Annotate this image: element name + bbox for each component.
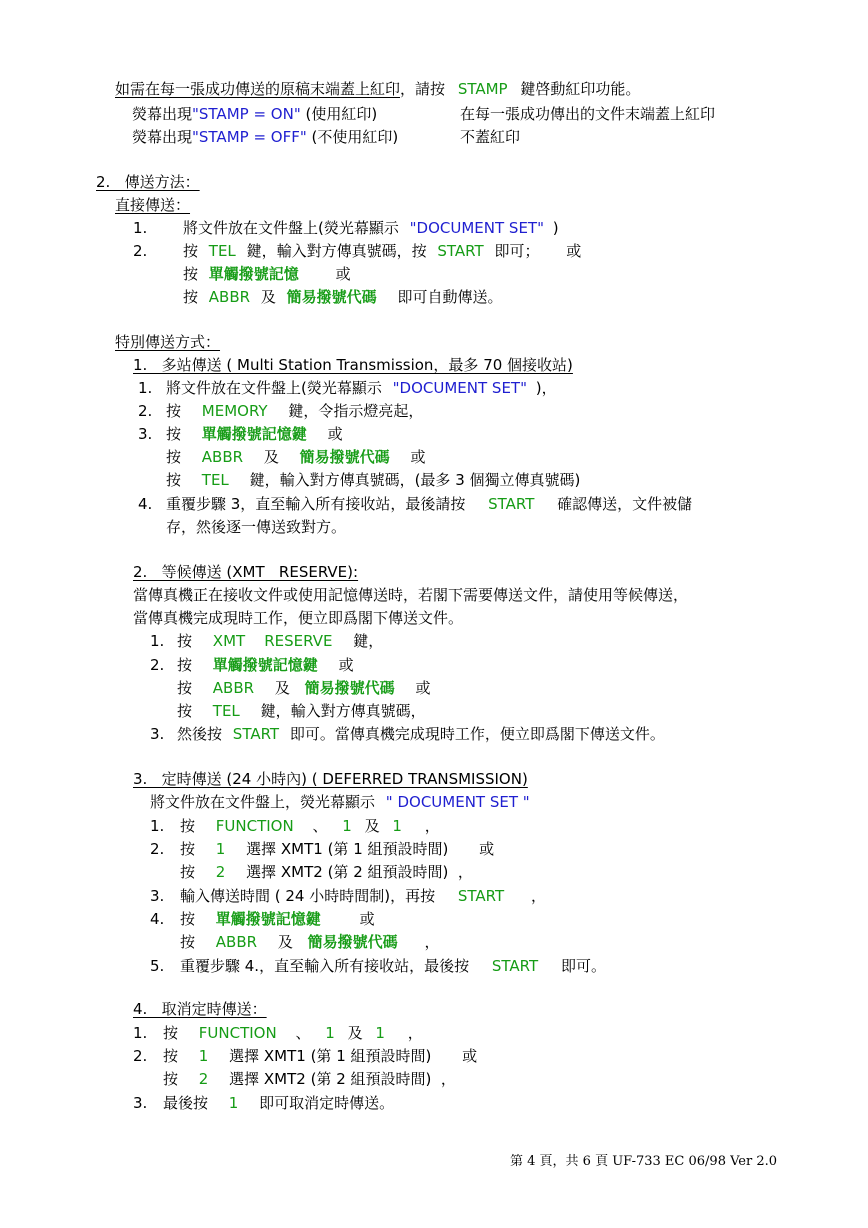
xmt-reserve-key: XMT RESERVE <box>212 632 333 650</box>
reserve-step-1 <box>177 631 383 651</box>
direct-step-1-text: 將文件放在文件盤上(熒光幕顯示 <box>183 219 399 237</box>
deferred-step-5-end: 即可。 <box>560 957 606 975</box>
stamp-off-prefix: 熒幕出現 <box>132 128 193 146</box>
direct-step-2-end: 即可； <box>494 242 540 260</box>
deferred-step-3-num: 3. <box>150 887 165 905</box>
deferred-step-2 <box>180 839 494 859</box>
press-label: 按 <box>163 1024 179 1042</box>
multi-step-4-confirm: 確認傳送，文件被儲 <box>557 495 693 513</box>
multi-step-3-alt-2 <box>166 470 580 490</box>
stamp-on-prefix: 熒幕出現 <box>132 105 193 123</box>
reserve-step-2-num: 2. <box>150 656 165 674</box>
stamp-off-line <box>132 127 398 147</box>
direct-step-1 <box>183 218 559 238</box>
abbr-code-key: 簡易撥號代碼 <box>299 448 390 466</box>
cancel-step-3-text: 最後按 <box>163 1094 209 1112</box>
comma: ， <box>530 887 546 905</box>
multi-step-3 <box>166 424 343 444</box>
start-key: START <box>437 242 484 260</box>
intro-line <box>115 79 640 99</box>
multi-step-2-num: 2. <box>138 402 153 420</box>
multi-step-4-text: 重覆步驟 3，直至輸入所有接收站，最後請按 <box>166 495 466 513</box>
key-label: 鍵， <box>353 632 384 650</box>
reserve-step-3-end: 即可。當傳真機完成現時工作，便立即爲閣下傳送文件。 <box>289 725 665 743</box>
reserve-step-3-text: 然後按 <box>177 725 223 743</box>
and-label: 及 <box>263 448 279 466</box>
cancel-step-2 <box>163 1046 477 1066</box>
or-label: 或 <box>415 679 431 697</box>
multi-step-4-cont: 存，然後逐一傳送致對方。 <box>166 518 347 536</box>
direct-step-2 <box>183 241 581 261</box>
stamp-off-paren: (不使用紅印) <box>311 128 399 146</box>
or-label: 或 <box>462 1047 478 1065</box>
deferred-step-3 <box>180 886 546 906</box>
stamp-on-code: "STAMP = ON" <box>192 105 301 123</box>
cancel-step-3 <box>163 1093 394 1113</box>
intro-text-a: 如需在每一張成功傳送的原稿末端蓋上紅印 <box>115 80 401 98</box>
reserve-step-2-alt-1 <box>177 678 430 698</box>
start-key: START <box>488 495 535 513</box>
intro-text-b: ，請按 <box>400 80 446 98</box>
or-label: 或 <box>359 910 375 928</box>
key-1: 1 <box>198 1047 209 1065</box>
multi-step-1 <box>166 378 557 398</box>
abbr-key: ABBR <box>208 288 251 306</box>
cancel-step-3-end: 即可取消定時傳送。 <box>259 1094 395 1112</box>
press-label: 按 <box>183 288 199 306</box>
select-xmt1-text: 選擇 XMT1 (第 1 組預設時間) <box>246 840 449 858</box>
separator: 、 <box>295 1024 311 1042</box>
press-label: 按 <box>177 656 193 674</box>
tel-key: TEL <box>201 471 229 489</box>
reserve-step-2-alt-2 <box>177 701 426 721</box>
cancel-step-1-num: 1. <box>133 1024 148 1042</box>
multi-step-4 <box>166 494 692 514</box>
deferred-step-1-num: 1. <box>150 817 165 835</box>
function-key: FUNCTION <box>198 1024 277 1042</box>
cancel-step-2-num: 2. <box>133 1047 148 1065</box>
stamp-on-line <box>132 104 377 124</box>
separator: 、 <box>312 817 328 835</box>
multi-step-3-tel-text: 鍵，輸入對方傳真號碼，(最多 3 個獨立傳真號碼) <box>249 471 581 489</box>
direct-step-2-num: 2. <box>133 242 148 260</box>
deferred-step-2-alt <box>180 862 473 882</box>
reserve-step-2 <box>177 655 354 675</box>
press-label: 按 <box>180 910 196 928</box>
and-label: 及 <box>347 1024 363 1042</box>
one-touch-key: 單觸撥號記憶 <box>208 265 299 283</box>
select-xmt1-text: 選擇 XMT1 (第 1 組預設時間) <box>229 1047 432 1065</box>
memory-key: MEMORY <box>201 402 268 420</box>
stamp-key: STAMP <box>457 80 508 98</box>
direct-step-2-alt-2 <box>183 287 502 307</box>
multi-step-1-close: )， <box>535 379 557 397</box>
or-label: 或 <box>479 840 495 858</box>
reserve-step-1-num: 1. <box>150 632 165 650</box>
one-touch-key: 單觸撥號記憶鍵 <box>215 910 321 928</box>
abbr-key: ABBR <box>201 448 244 466</box>
deferred-step-3-text: 輸入傳送時間 ( 24 小時時間制)，再按 <box>180 887 436 905</box>
press-label: 按 <box>180 840 196 858</box>
direct-step-2-alt-1 <box>183 264 351 284</box>
abbr-key: ABBR <box>212 679 255 697</box>
press-label: 按 <box>166 402 182 420</box>
deferred-step-4-num: 4. <box>150 910 165 928</box>
press-label: 按 <box>180 933 196 951</box>
select-xmt2-text: 選擇 XMT2 (第 2 組預設時間) ， <box>229 1070 456 1088</box>
special-send-heading: 特別傳送方式： <box>115 333 221 351</box>
multi-step-3-num: 3. <box>138 425 153 443</box>
press-label: 按 <box>183 242 199 260</box>
multi-step-1-num: 1. <box>138 379 153 397</box>
press-label: 按 <box>177 702 193 720</box>
key-2: 2 <box>198 1070 209 1088</box>
press-label: 按 <box>166 471 182 489</box>
cancel-step-2-alt <box>163 1069 456 1089</box>
direct-send-heading: 直接傳送： <box>115 196 191 214</box>
multi-step-1-text: 將文件放在文件盤上(熒光幕顯示 <box>166 379 382 397</box>
press-label: 按 <box>166 448 182 466</box>
start-key: START <box>232 725 280 743</box>
press-label: 按 <box>177 679 193 697</box>
stamp-on-desc: 在每一張成功傳出的文件末端蓋上紅印 <box>460 105 716 123</box>
or-label: 或 <box>410 448 426 466</box>
key-1: 1 <box>325 1024 335 1042</box>
and-label: 及 <box>260 288 276 306</box>
press-label: 按 <box>166 425 182 443</box>
one-touch-key: 單觸撥號記憶鍵 <box>201 425 307 443</box>
key-1: 1 <box>375 1024 385 1042</box>
page-footer: 第 4 頁，共 6 頁 UF-733 EC 06/98 Ver 2.0 <box>510 1154 778 1169</box>
comma: ， <box>424 933 440 951</box>
and-label: 及 <box>364 817 380 835</box>
select-xmt2-text: 選擇 XMT2 (第 2 組預設時間) ， <box>246 863 473 881</box>
key-1: 1 <box>228 1094 239 1112</box>
or-label: 或 <box>338 656 354 674</box>
reserve-step-3 <box>177 724 665 744</box>
stamp-off-code: "STAMP = OFF" <box>192 128 307 146</box>
reserve-paragraph-1: 當傳真機正在接收文件或使用記憶傳送時，若閣下需要傳送文件，請使用等候傳送， <box>133 586 689 604</box>
deferred-step-5 <box>180 956 606 976</box>
direct-step-2-text: 鍵，輸入對方傳真號碼，按 <box>246 242 427 260</box>
reserve-step-3-num: 3. <box>150 725 165 743</box>
xmt-reserve-title: 2. 等候傳送 (XMT RESERVE): <box>133 563 359 581</box>
section-2-title: 2. 傳送方法： <box>96 173 200 191</box>
stamp-on-paren: (使用紅印) <box>305 105 378 123</box>
key-1: 1 <box>215 840 226 858</box>
deferred-step-4-alt <box>180 932 439 952</box>
and-label: 及 <box>277 933 293 951</box>
multi-step-4-num: 4. <box>138 495 153 513</box>
key-1: 1 <box>342 817 352 835</box>
abbr-code-key: 簡易撥號代碼 <box>307 933 398 951</box>
one-touch-key: 單觸撥號記憶鍵 <box>212 656 318 674</box>
press-label: 按 <box>180 817 196 835</box>
document-set-code: "DOCUMENT SET" <box>409 219 544 237</box>
deferred-intro-text: 將文件放在文件盤上，熒光幕顯示 <box>150 793 376 811</box>
comma: ， <box>407 1024 423 1042</box>
deferred-step-5-num: 5. <box>150 957 165 975</box>
multi-step-2 <box>166 401 423 421</box>
deferred-intro <box>150 792 530 812</box>
reserve-tel-text: 鍵，輸入對方傳真號碼， <box>260 702 426 720</box>
start-key: START <box>491 957 539 975</box>
document-set-code: "DOCUMENT SET" <box>392 379 527 397</box>
key-1: 1 <box>392 817 402 835</box>
cancel-step-3-num: 3. <box>133 1094 148 1112</box>
multi-station-title: 1. 多站傳送 ( Multi Station Transmission，最多 70 個接收站) <box>133 356 573 374</box>
multi-step-2-text: 鍵，令指示燈亮起， <box>288 402 424 420</box>
deferred-step-2-num: 2. <box>150 840 165 858</box>
function-key: FUNCTION <box>215 817 294 835</box>
deferred-step-4 <box>180 909 375 929</box>
deferred-step-1 <box>180 816 440 836</box>
key-2: 2 <box>215 863 226 881</box>
abbr-code-key: 簡易撥號代碼 <box>286 288 377 306</box>
or-label: 或 <box>566 242 582 260</box>
document-set-code: " DOCUMENT SET " <box>385 793 530 811</box>
press-label: 按 <box>180 863 196 881</box>
tel-key: TEL <box>208 242 236 260</box>
deferred-title: 3. 定時傳送 (24 小時內) ( DEFERRED TRANSMISSION) <box>133 770 528 788</box>
start-key: START <box>457 887 505 905</box>
abbr-key: ABBR <box>215 933 258 951</box>
or-label: 或 <box>335 265 351 283</box>
auto-send-text: 即可自動傳送。 <box>397 288 503 306</box>
reserve-paragraph-2: 當傳真機完成現時工作，便立即爲閣下傳送文件。 <box>133 609 464 627</box>
multi-step-3-alt-1 <box>166 447 425 467</box>
or-label: 或 <box>327 425 343 443</box>
direct-step-1-close: ) <box>552 219 559 237</box>
direct-step-1-num: 1. <box>133 219 148 237</box>
stamp-off-desc: 不蓋紅印 <box>460 128 521 146</box>
abbr-code-key: 簡易撥號代碼 <box>304 679 395 697</box>
tel-key: TEL <box>212 702 240 720</box>
press-label: 按 <box>163 1047 179 1065</box>
and-label: 及 <box>274 679 290 697</box>
press-label: 按 <box>163 1070 179 1088</box>
cancel-deferred-title: 4. 取消定時傳送： <box>133 1000 267 1018</box>
deferred-step-5-text: 重覆步驟 4.，直至輸入所有接收站，最後按 <box>180 957 470 975</box>
cancel-step-1 <box>163 1023 423 1043</box>
press-label: 按 <box>177 632 193 650</box>
comma: ， <box>424 817 440 835</box>
intro-text-d: 鍵啓動紅印功能。 <box>520 80 641 98</box>
press-label: 按 <box>183 265 199 283</box>
